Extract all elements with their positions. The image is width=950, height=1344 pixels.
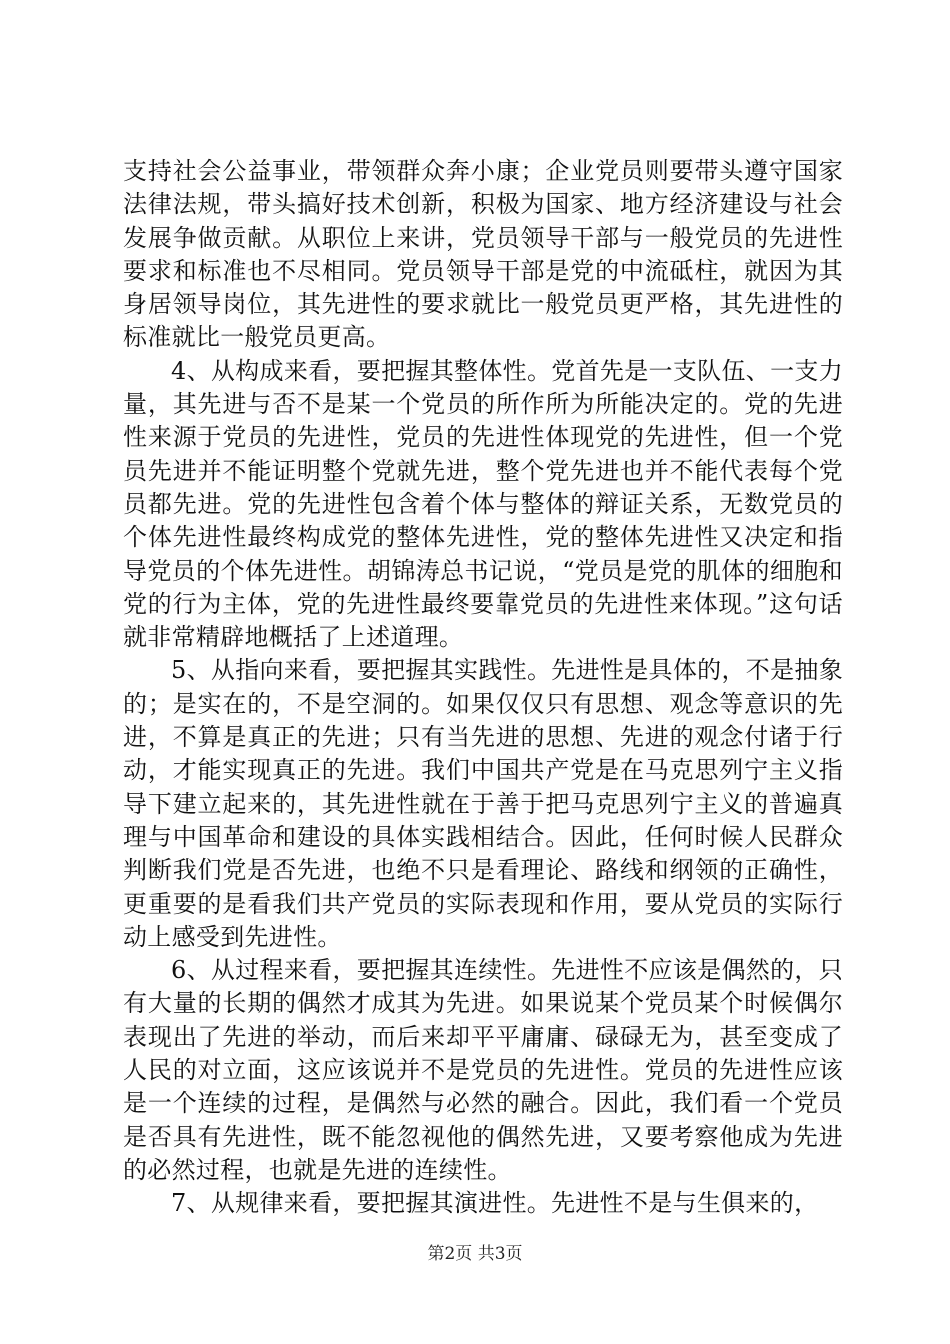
paragraph-point-6: 6、从过程来看，要把握其连续性。先进性不应该是偶然的，只有大量的长期的偶然才成其为先进。如果说某个党员某个时候偶尔表现出了先进的举动，而后来却平平庸庸、碌碌无为，甚至变成了人民的对立面，这应该说并不是党员的先进性。党员的先进性应该是一个连续的过程，是偶然与必然的融合。因此，我们看一个党员是否具有先进性，既不能忽视他的偶然先进，又要考察他成为先进的必然过程，也就是先进的连续性。 xyxy=(123,956,843,1184)
document-body xyxy=(123,155,843,1221)
paragraph-point-4: 4、从构成来看，要把握其整体性。党首先是一支队伍、一支力量，其先进与否不是某一个党员的所作所为所能决定的。党的先进性来源于党员的先进性，党员的先进性体现党的先进性，但一个党员先进并不能证明整个党就先进，整个党先进也并不能代表每个党员都先进。党的先进性包含着个体与整体的辩证关系，无数党员的个体先进性最终构成党的整体先进性，党的整体先进性又决定和指导党员的个体先进性。胡锦涛总书记说，“党员是党的肌体的细胞和党的行为主体，党的先进性最终要靠党员的先进性来体现。”这句话就非常精辟地概括了上述道理。 xyxy=(123,356,843,652)
page-footer: 第2页 共3页 xyxy=(427,1244,523,1264)
paragraph-point-7: 7、从规律来看，要把握其演进性。先进性不是与生俱来的， xyxy=(171,1189,819,1218)
paragraph-point-5: 5、从指向来看，要把握其实践性。先进性是具体的，不是抽象的；是实在的，不是空洞的。如果仅仅只有思想、观念等意识的先进，不算是真正的先进；只有当先进的思想、先进的观念付诸于行动，才能实现真正的先进。我们中国共产党是在马克思列宁主义指导下建立起来的，其先进性就在于善于把马克思列宁主义的普遍真理与中国革命和建设的具体实践相结合。因此，任何时候人民群众判断我们党是否先进，也绝不只是看理论、路线和纲领的正确性，更重要的是看我们共产党员的实际表现和作用，要从党员的实际行动上感受到先进性。 xyxy=(123,656,843,951)
paragraph-continuation: 支持社会公益事业，带领群众奔小康；企业党员则要带头遵守国家法律法规，带头搞好技术创新，积极为国家、地方经济建设与社会发展争做贡献。从职位上来讲，党员领导干部与一般党员的先进性要求和标准也不尽相同。党员领导干部是党的中流砥柱，就因为其身居领导岗位，其先进性的要求就比一般党员更严格，其先进性的标准就比一般党员更高。 xyxy=(123,157,843,352)
